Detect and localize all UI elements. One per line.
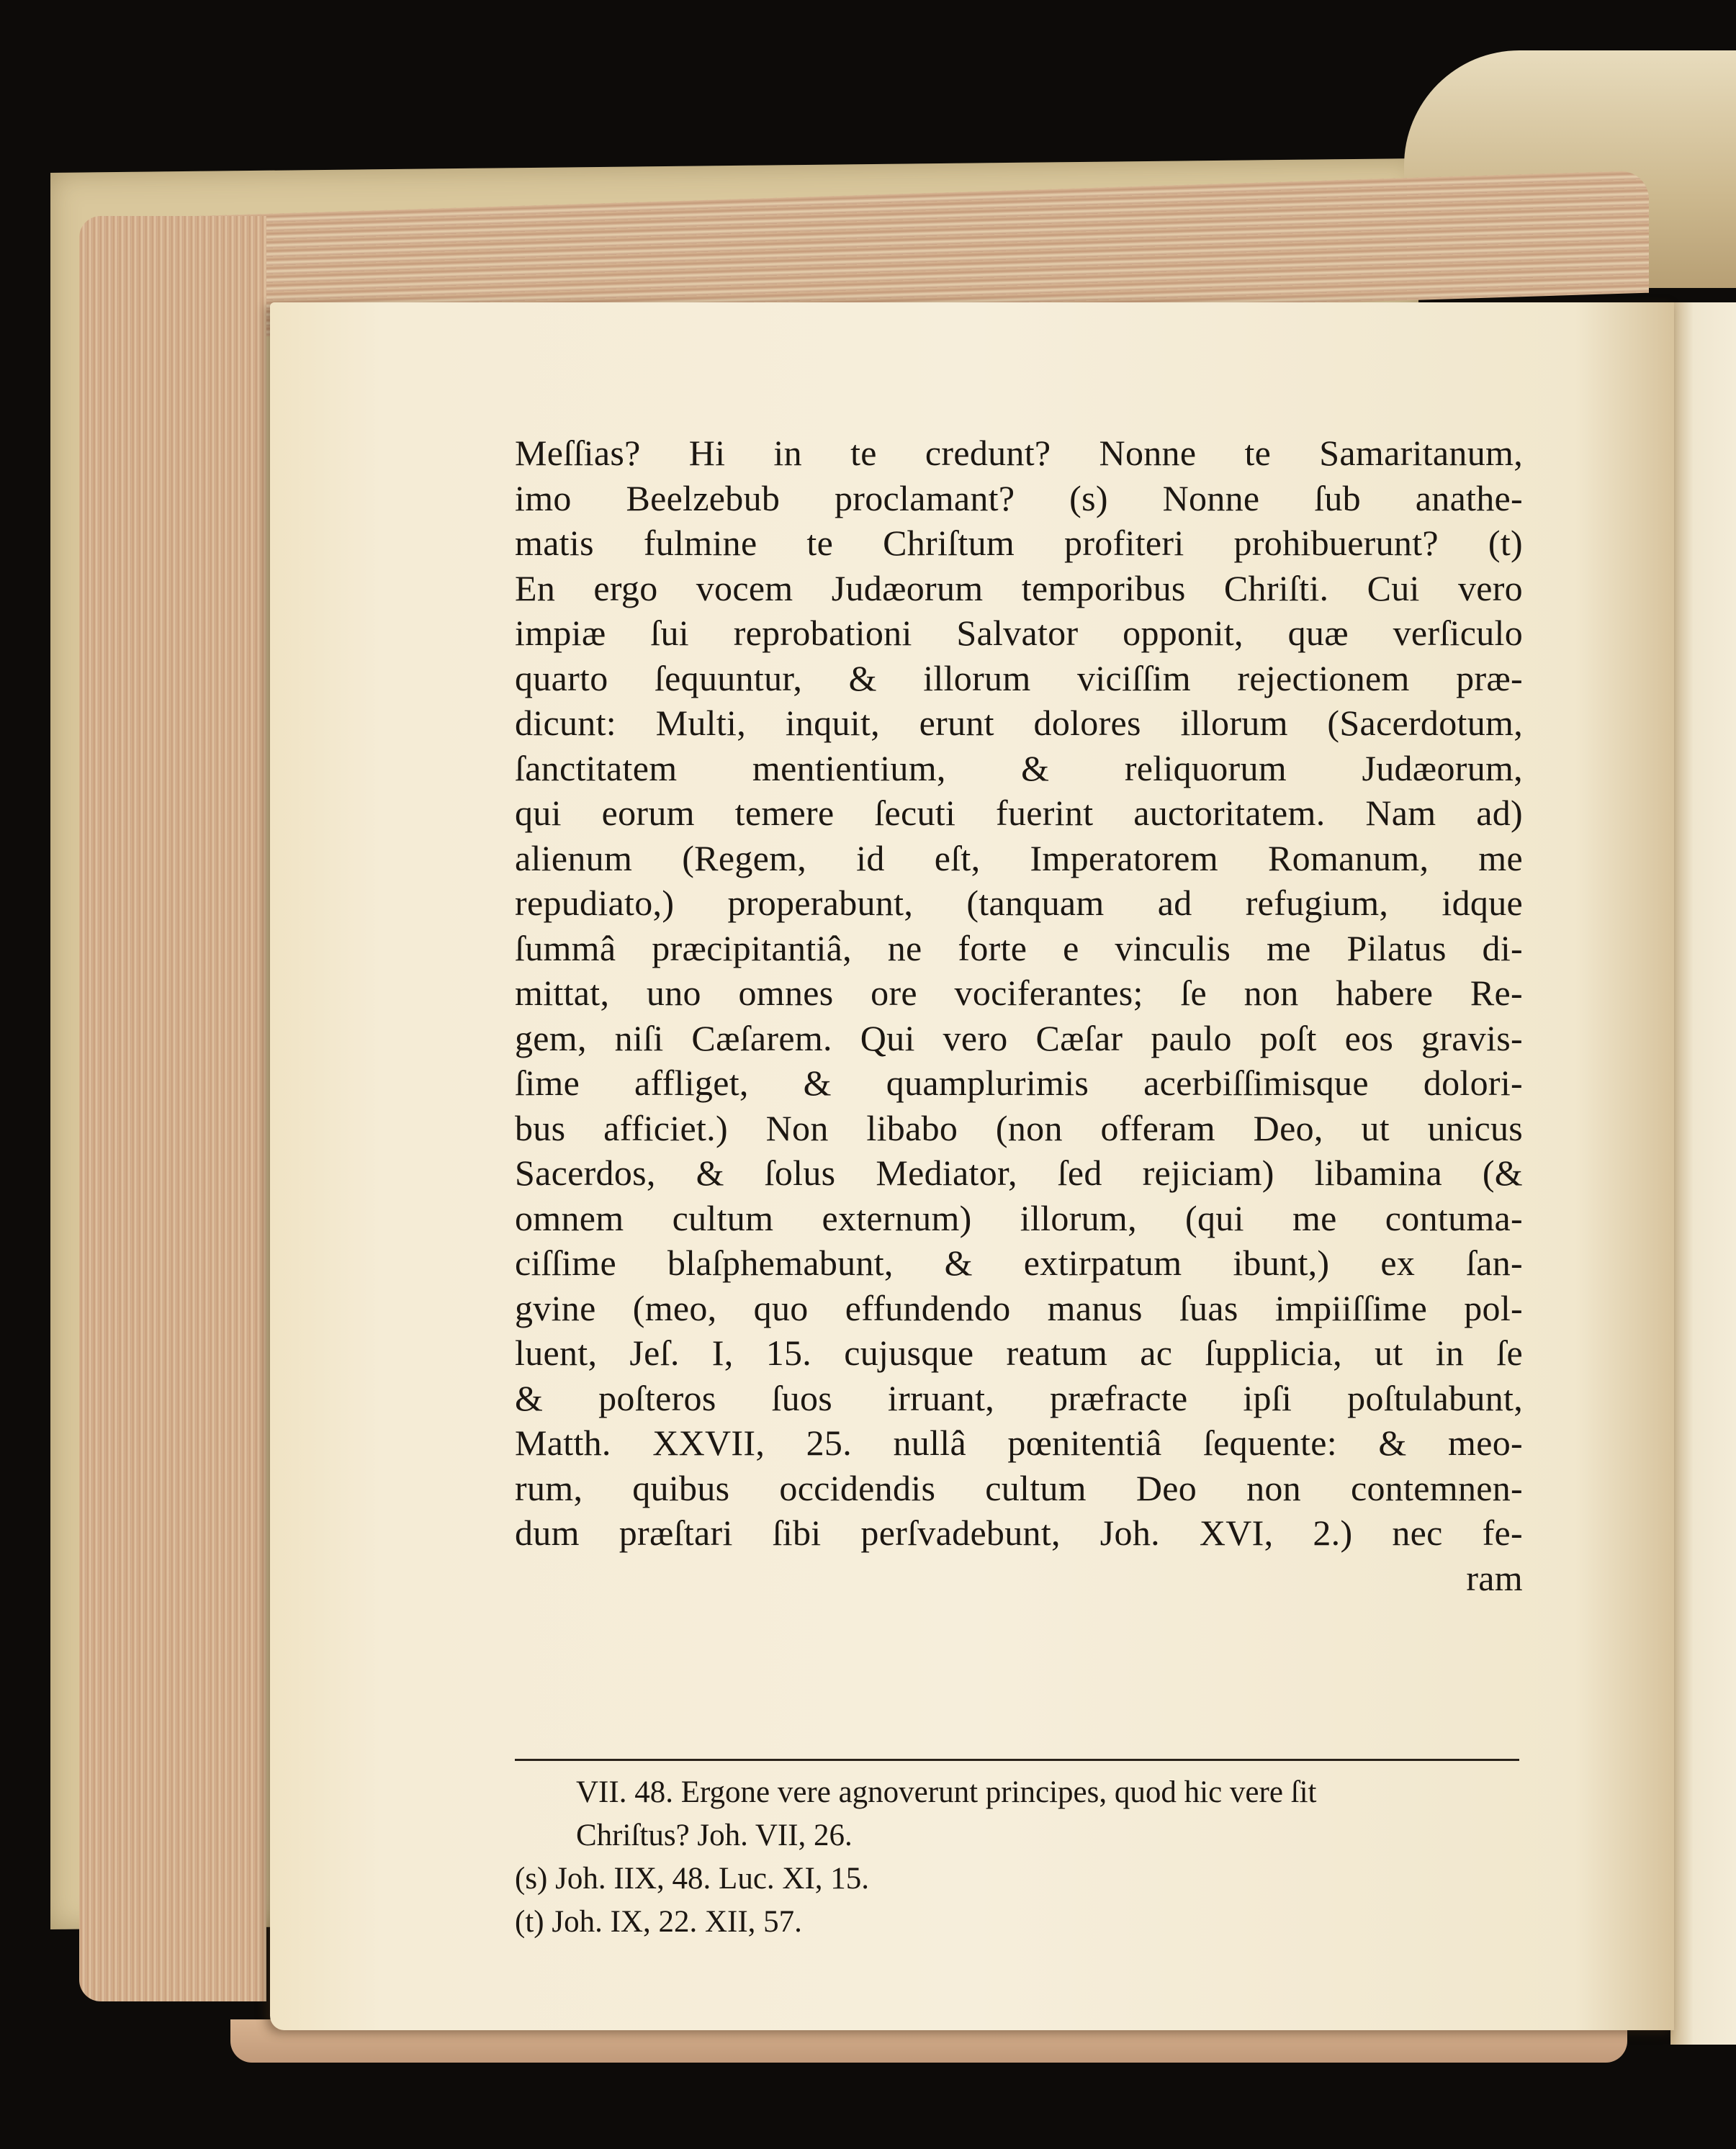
text-line: bus afficiet.) Non libabo (non offeram Deo, ut unicus xyxy=(515,1107,1523,1148)
text-line: ſime affliget, & quamplurimis acerbiſſimisque dolori- xyxy=(515,1063,1523,1103)
text-line: qui eorum temere ſecuti fuerint auctoritatem. Nam ad) xyxy=(515,793,1523,833)
text-line: matis fulmine te Chriſtum profiteri prohibuerunt? (t) xyxy=(515,523,1523,563)
text-line: En ergo vocem Judæorum temporibus Chriſti. Cui vero xyxy=(515,567,1523,608)
text-line: alienum (Regem, id eſt, Imperatorem Romanum, me xyxy=(515,837,1523,878)
footnote-line: Chriſtus? Joh. VII, 26. xyxy=(576,1819,853,1852)
footnote-rule xyxy=(515,1759,1519,1761)
text-line: ciſſime blaſphemabunt, & extirpatum ibunt,) ex ſan- xyxy=(515,1243,1523,1283)
facing-page xyxy=(1670,302,1736,2045)
text-line: ſanctitatem mentientium, & reliquorum Judæorum, xyxy=(515,747,1523,788)
text-line: gvine (meo, quo effundendo manus ſuas impiiſſime pol- xyxy=(515,1287,1523,1328)
footnote-line: VII. 48. Ergone vere agnoverunt principes, quod hic vere ſit xyxy=(576,1775,1317,1809)
footnote-s: (s) Joh. IIX, 48. Luc. XI, 15. xyxy=(515,1862,870,1896)
text-line: Sacerdos, & ſolus Mediator, ſed rejiciam) libamina (& xyxy=(515,1153,1523,1193)
text-line: impiæ ſui reprobationi Salvator opponit, quæ verſiculo xyxy=(515,613,1523,653)
text-line: quarto ſequuntur, & illorum viciſſim rejectionem præ- xyxy=(515,657,1523,698)
text-line: rum, quibus occidendis cultum Deo non contemnen- xyxy=(515,1467,1523,1508)
text-line: imo Beelzebub proclamant? (s) Nonne ſub anathe- xyxy=(515,477,1523,518)
text-line: & poſteros ſuos irruant, præfracte ipſi poſtulabunt, xyxy=(515,1377,1523,1418)
page-edges-left xyxy=(79,216,266,2001)
text-line: omnem cultum externum) illorum, (qui me contuma- xyxy=(515,1197,1523,1238)
text-line: repudiato,) properabunt, (tanquam ad refugium, idque xyxy=(515,883,1523,923)
footnote-t: (t) Joh. IX, 22. XII, 57. xyxy=(515,1905,802,1939)
text-line: ſummâ præcipitantiâ, ne forte e vinculis me Pilatus di- xyxy=(515,927,1523,968)
text-line: luent, Jeſ. I, 15. cujusque reatum ac ſupplicia, ut in ſe xyxy=(515,1333,1523,1373)
text-line: gem, niſi Cæſarem. Qui vero Cæſar paulo poſt eos gravis- xyxy=(515,1017,1523,1058)
body-text xyxy=(515,431,1523,1600)
text-line: Meſſias? Hi in te credunt? Nonne te Samaritanum, xyxy=(515,433,1523,473)
text-line: dicunt: Multi, inquit, erunt dolores illorum (Sacerdotum, xyxy=(515,703,1523,743)
text-line: Matth. XXVII, 25. nullâ pœnitentiâ ſequente: & meo- xyxy=(515,1423,1523,1463)
text-line: mittat, uno omnes ore vociferantes; ſe non habere Re- xyxy=(515,973,1523,1013)
text-line: dum præſtari ſibi perſvadebunt, Joh. XVI, 2.) nec fe- xyxy=(515,1513,1523,1553)
catchword: ram xyxy=(1466,1557,1523,1598)
footnotes xyxy=(515,1771,1523,1944)
